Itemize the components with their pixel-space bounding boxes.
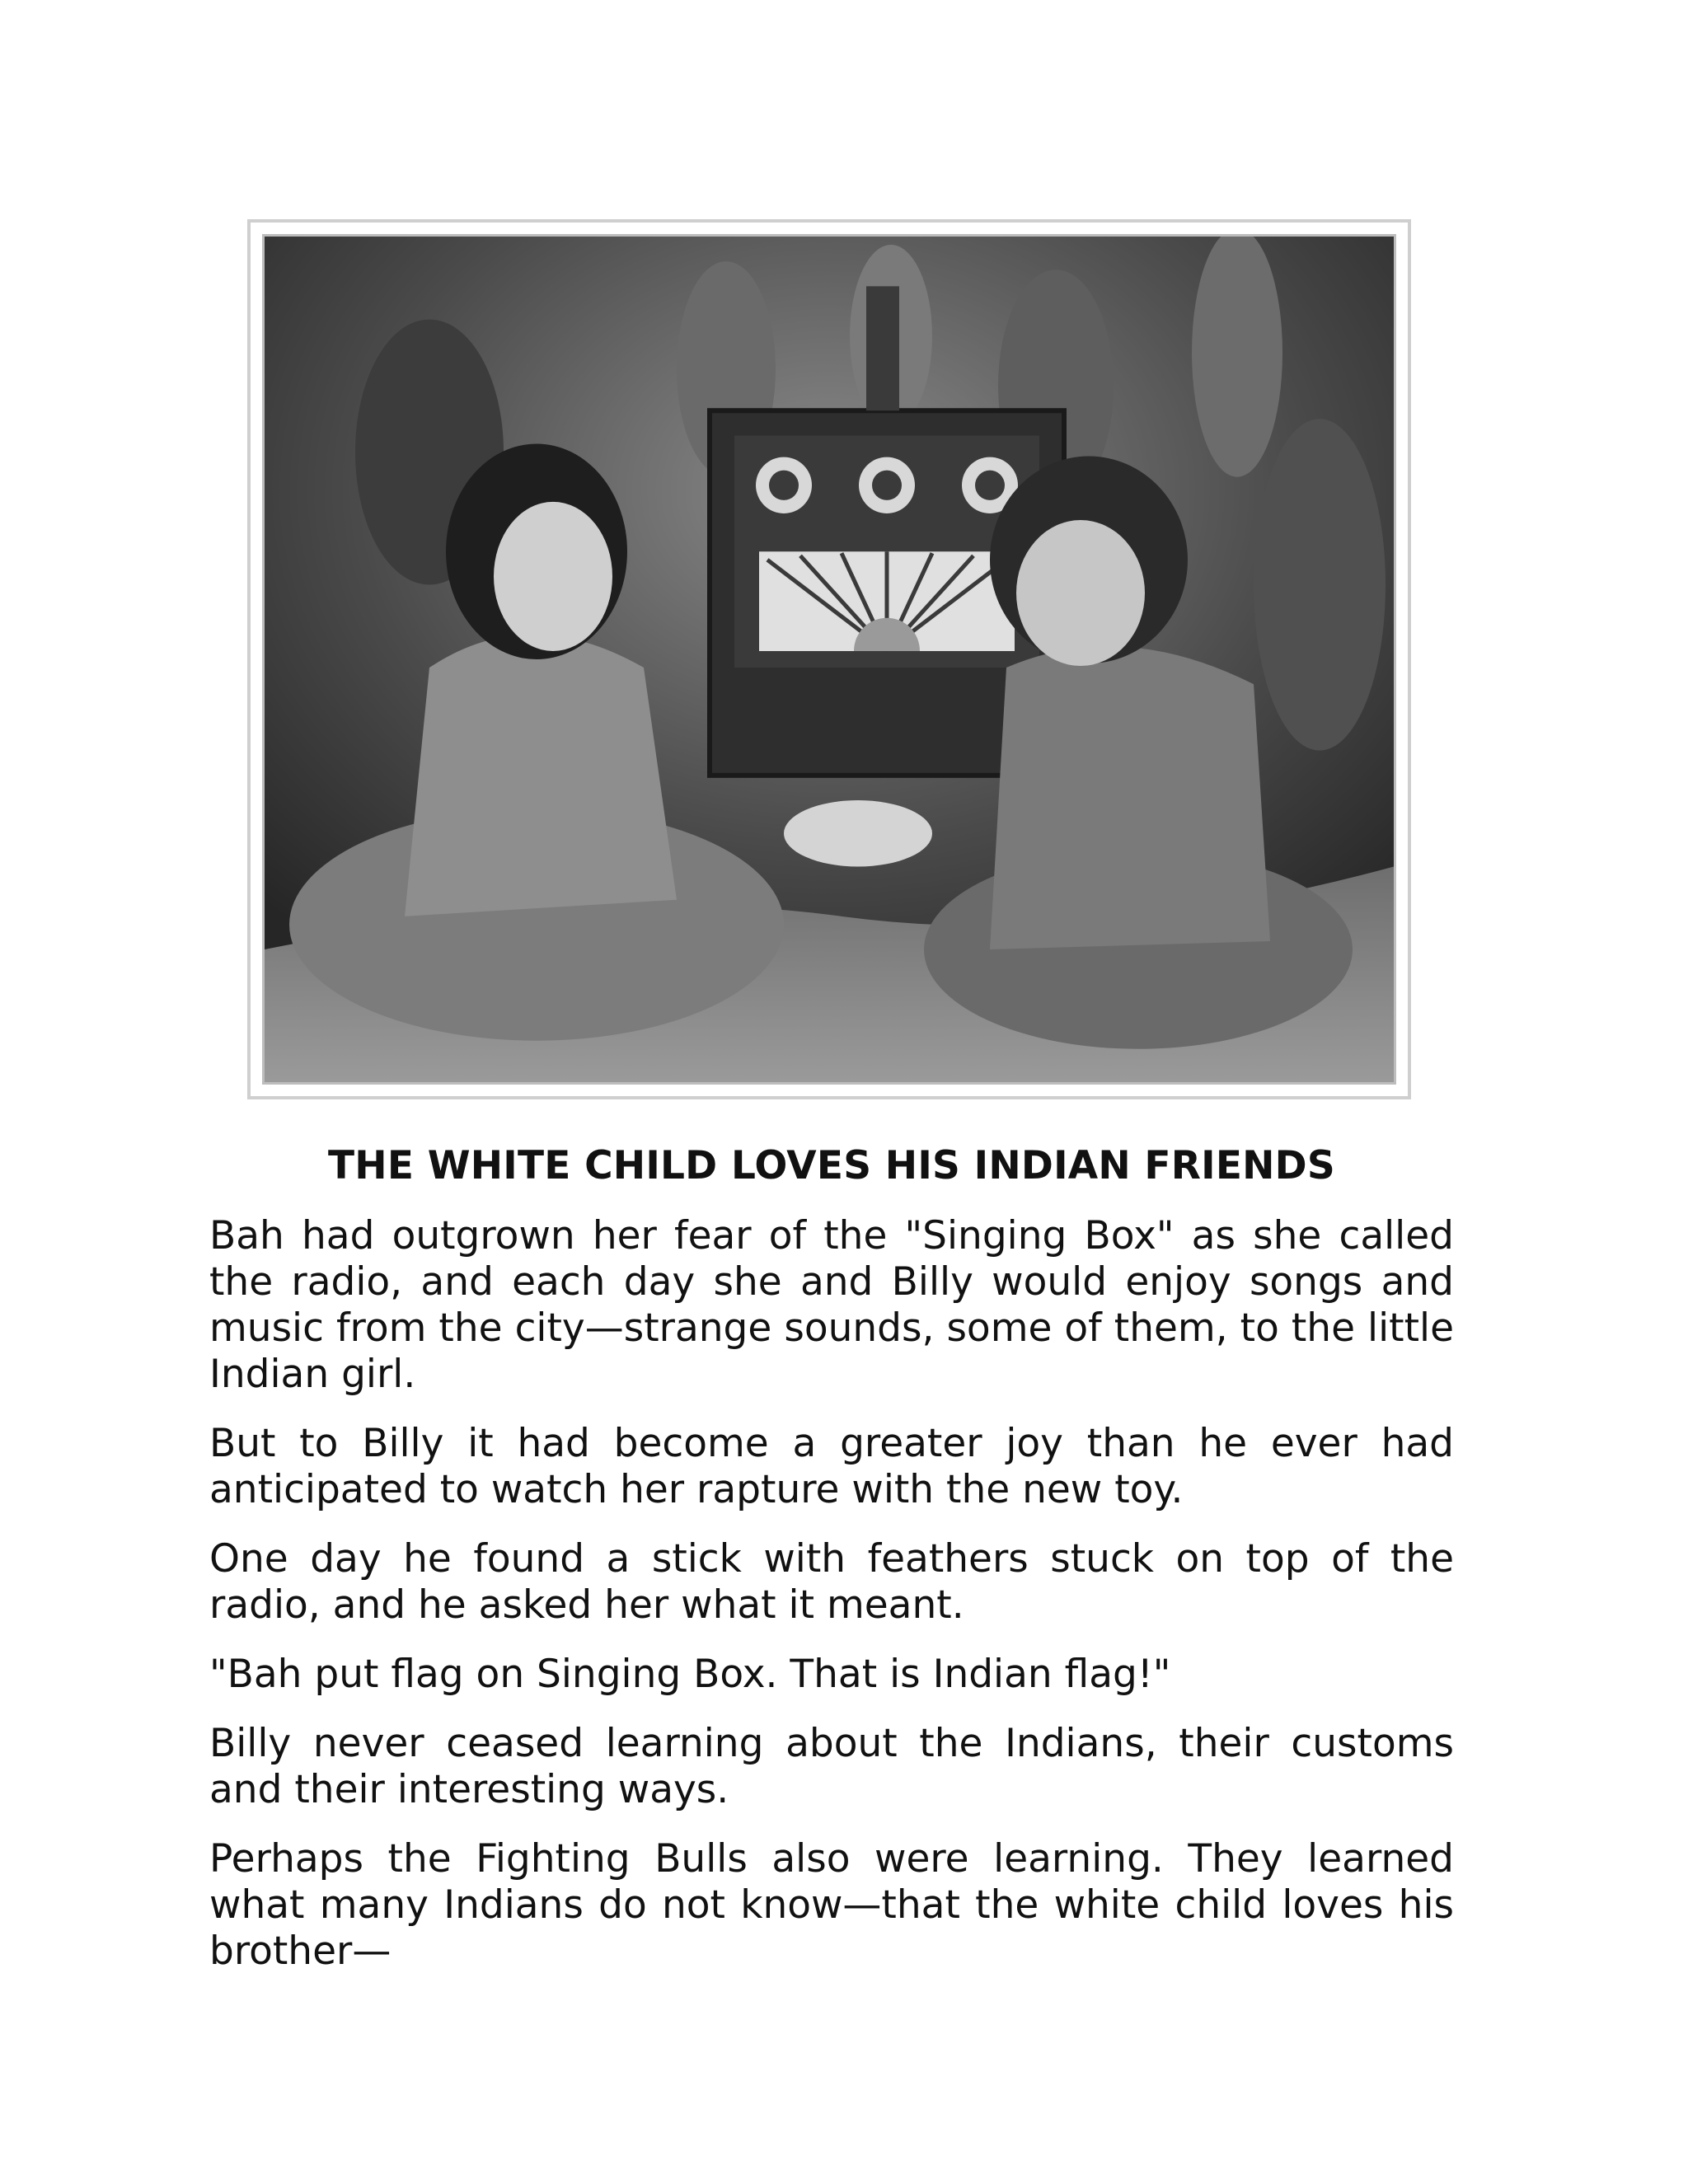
- photograph-frame: [247, 219, 1411, 1099]
- paragraph: One day he found a stick with feathers stuck on top of the radio, and he asked her what it meant.: [209, 1536, 1454, 1628]
- paragraph: Billy never ceased learning about the Indians, their customs and their interesting ways.: [209, 1721, 1454, 1812]
- paragraph: "Bah put flag on Singing Box. That is Indian flag!": [209, 1652, 1171, 1697]
- paragraph: Bah had outgrown her fear of the "Singing Box" as she called the radio, and each day she and Billy would enjoy songs and music from the city—strange sounds, some of them, to the little Indian girl.: [209, 1213, 1454, 1397]
- photo-caption: THE WHITE CHILD LOVES HIS INDIAN FRIENDS: [328, 1143, 1335, 1188]
- photograph: [262, 234, 1396, 1085]
- photograph-children-with-radio-icon: [265, 237, 1394, 1082]
- story-text: [209, 1213, 1454, 1998]
- paragraph: But to Billy it had become a greater joy than he ever had anticipated to watch her rapture with the new toy.: [209, 1421, 1454, 1512]
- paragraph: Perhaps the Fighting Bulls also were learning. They learned what many Indians do not know—that the white child loves his brother—: [209, 1836, 1454, 1974]
